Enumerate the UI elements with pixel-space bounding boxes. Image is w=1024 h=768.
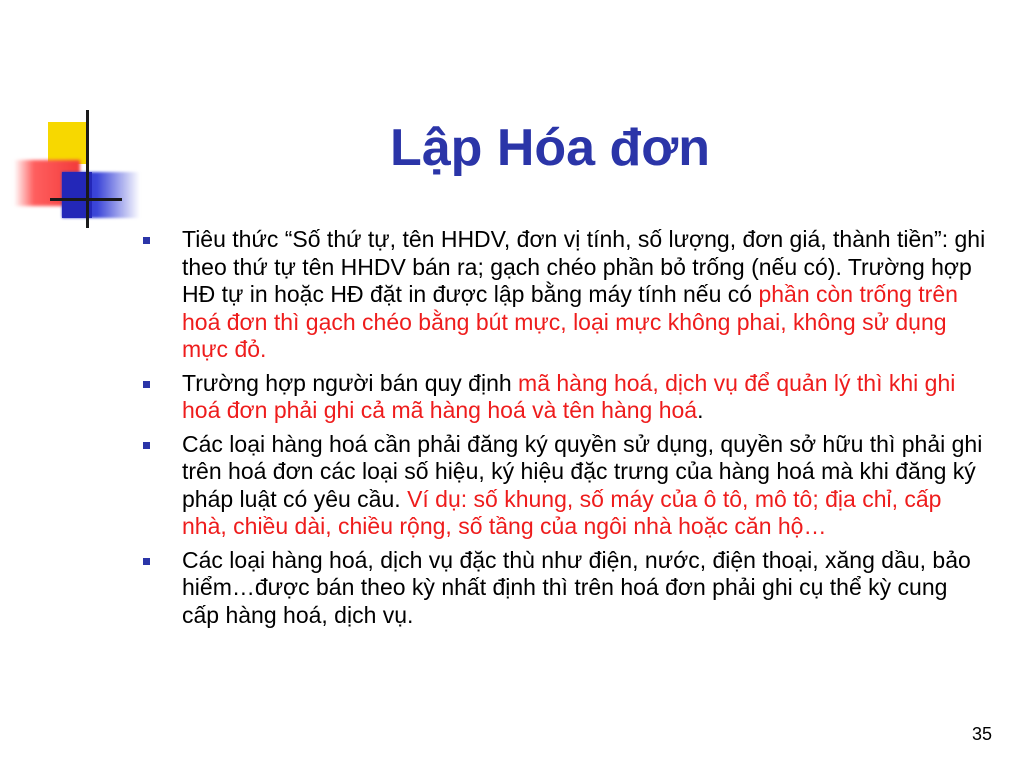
bullet-text-segment: Các loại hàng hoá, dịch vụ đặc thù như điện, nước, điện thoại, xăng dầu, bảo hiểm…được bán theo kỳ nhất định thì trên hoá đơn phải ghi cụ thể kỳ cung cấp hàng hoá, dịch vụ. xyxy=(182,546,971,628)
square-bullet-icon xyxy=(143,237,150,244)
slide-title: Lập Hóa đơn xyxy=(389,119,711,177)
bullet-text-highlight: Ví dụ: số khung, số máy của ô tô, mô tô; địa chỉ, cấp nhà, chiều dài, chiều rộng, số tầng của ngôi nhà hoặc căn hộ… xyxy=(182,485,942,539)
bullet-text-highlight: phần còn trống trên hoá đơn thì gạch chéo bằng bút mực, loại mực không phai, không sử dụng mực đỏ. xyxy=(182,281,958,362)
square-bullet-icon xyxy=(143,381,150,388)
bullet-list xyxy=(140,226,990,635)
bullet-item xyxy=(140,547,990,630)
yellow-square-decoration xyxy=(48,122,86,164)
bullet-item xyxy=(140,431,990,541)
square-bullet-icon xyxy=(143,558,150,565)
square-bullet-icon xyxy=(143,442,150,449)
bullet-text-segment: Tiêu thức “Số thứ tự, tên HHDV, đơn vị tính, số lượng, đơn giá, thành tiền”: ghi theo thứ tự tên HHDV bán ra; gạch chéo phần bỏ trống (nếu có). Trường hợp HĐ tự in hoặc HĐ đặt in được lập bằng máy tính nếu có xyxy=(182,226,986,307)
bullet-text-highlight: mã hàng hoá, dịch vụ để quản lý thì khi ghi hoá đơn phải ghi cả mã hàng hoá và tên hàng hoá xyxy=(182,369,956,423)
bullet-text-segment: . xyxy=(697,397,704,423)
bullet-text-segment: Các loại hàng hoá cần phải đăng ký quyền sử dụng, quyền sở hữu thì phải ghi trên hoá đơn các loại số hiệu, ký hiệu đặc trưng của hàng hoá mà khi đăng ký pháp luật có yêu cầu. xyxy=(182,430,983,512)
horizontal-line-decoration xyxy=(50,198,122,201)
bullet-item xyxy=(140,370,990,425)
vertical-line-decoration xyxy=(86,110,89,228)
slide-logo-decoration xyxy=(0,0,150,240)
bullet-text-segment: Trường hợp người bán quy định xyxy=(182,369,519,396)
bullet-item xyxy=(140,226,990,364)
page-number: 35 xyxy=(971,724,992,744)
